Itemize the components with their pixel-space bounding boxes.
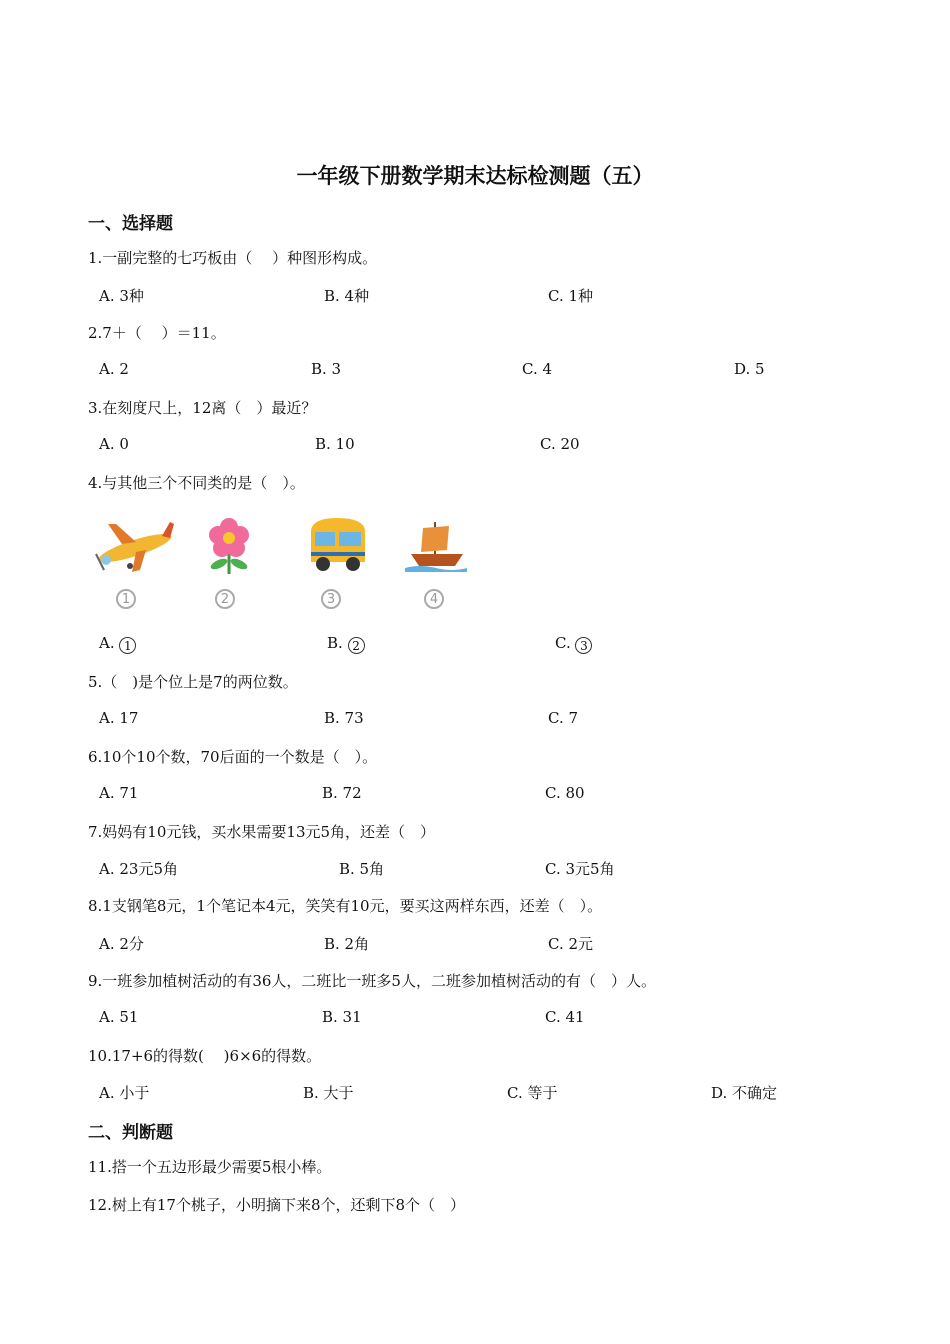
question-4: 4.与其他三个不同类的是（ ）。	[88, 474, 305, 492]
q5-option-c: C. 7	[548, 709, 579, 727]
q10-option-a: A. 小于	[99, 1084, 150, 1102]
q2-option-b: B. 3	[311, 360, 342, 378]
q4-option-c-letter: C.	[555, 634, 576, 652]
q4-option-b	[327, 634, 365, 654]
question-12: 12.树上有17个桃子，小明摘下来8个，还剩下8个（ ）	[88, 1196, 466, 1214]
question-5: 5.（ )是个位上是7的两位数。	[88, 673, 298, 691]
q2-option-a: A. 2	[99, 360, 129, 378]
q3-option-b: B. 10	[315, 435, 355, 453]
q2-option-c: C. 4	[522, 360, 553, 378]
question-9: 9.一班参加植树活动的有36人，二班比一班多5人，二班参加植树活动的有（ ）人。	[88, 972, 656, 990]
picture-label-1: 1	[116, 589, 136, 609]
question-11: 11.搭一个五边形最少需要5根小棒。	[88, 1158, 332, 1176]
picture-label-4: 4	[424, 589, 444, 609]
q4-option-a-mark: 1	[119, 637, 136, 654]
q7-option-c: C. 3元5角	[545, 860, 615, 878]
airplane-icon	[92, 514, 178, 576]
q4-option-c	[555, 634, 592, 654]
section-heading-judgment: 二、判断题	[88, 1123, 173, 1143]
q3-option-a: A. 0	[99, 435, 129, 453]
question-3: 3.在刻度尺上，12离（ ）最近？	[88, 399, 317, 417]
sailboat-icon	[405, 518, 467, 574]
q1-option-b: B. 4种	[324, 287, 370, 305]
q8-option-c: C. 2元	[548, 935, 594, 953]
q1-option-a: A. 3种	[99, 287, 144, 305]
q1-option-c: C. 1种	[548, 287, 594, 305]
q4-option-c-mark: 3	[575, 637, 592, 654]
q2-option-d: D. 5	[734, 360, 765, 378]
question-2: 2.7＋（ ）＝11。	[88, 324, 226, 342]
q4-option-a-letter: A.	[99, 634, 120, 652]
q10-option-d: D. 不确定	[711, 1084, 778, 1102]
picture-label-2: 2	[215, 589, 235, 609]
q8-option-b: B. 2角	[324, 935, 370, 953]
question-10: 10.17+6的得数( )6×6的得数。	[88, 1047, 322, 1065]
q4-option-a	[99, 634, 136, 654]
section-heading-choice: 一、选择题	[88, 214, 173, 234]
q4-option-b-mark: 2	[348, 637, 365, 654]
q6-option-c: C. 80	[545, 784, 585, 802]
q10-option-c: C. 等于	[507, 1084, 558, 1102]
q8-option-a: A. 2分	[99, 935, 144, 953]
q7-option-a: A. 23元5角	[99, 860, 178, 878]
q9-option-c: C. 41	[545, 1008, 585, 1026]
q10-option-b: B. 大于	[303, 1084, 354, 1102]
q9-option-a: A. 51	[99, 1008, 139, 1026]
question-1: 1.一副完整的七巧板由（ ）种图形构成。	[88, 249, 378, 267]
flower-icon	[205, 516, 253, 576]
q5-option-b: B. 73	[324, 709, 364, 727]
question-6: 6.10个10个数，70后面的一个数是（ ）。	[88, 748, 378, 766]
q7-option-b: B. 5角	[339, 860, 385, 878]
q9-option-b: B. 31	[322, 1008, 362, 1026]
q6-option-a: A. 71	[99, 784, 139, 802]
bus-icon	[305, 514, 369, 576]
q5-option-a: A. 17	[99, 709, 139, 727]
page-title: 一年级下册数学期末达标检测题（五）	[296, 164, 654, 188]
question-8: 8.1支钢笔8元，1个笔记本4元，笑笑有10元，要买这两样东西，还差（ ）。	[88, 897, 603, 915]
q6-option-b: B. 72	[322, 784, 362, 802]
question-7: 7.妈妈有10元钱，买水果需要13元5角，还差（ ）	[88, 823, 436, 841]
picture-label-3: 3	[321, 589, 341, 609]
q3-option-c: C. 20	[540, 435, 580, 453]
q4-option-b-letter: B.	[327, 634, 348, 652]
